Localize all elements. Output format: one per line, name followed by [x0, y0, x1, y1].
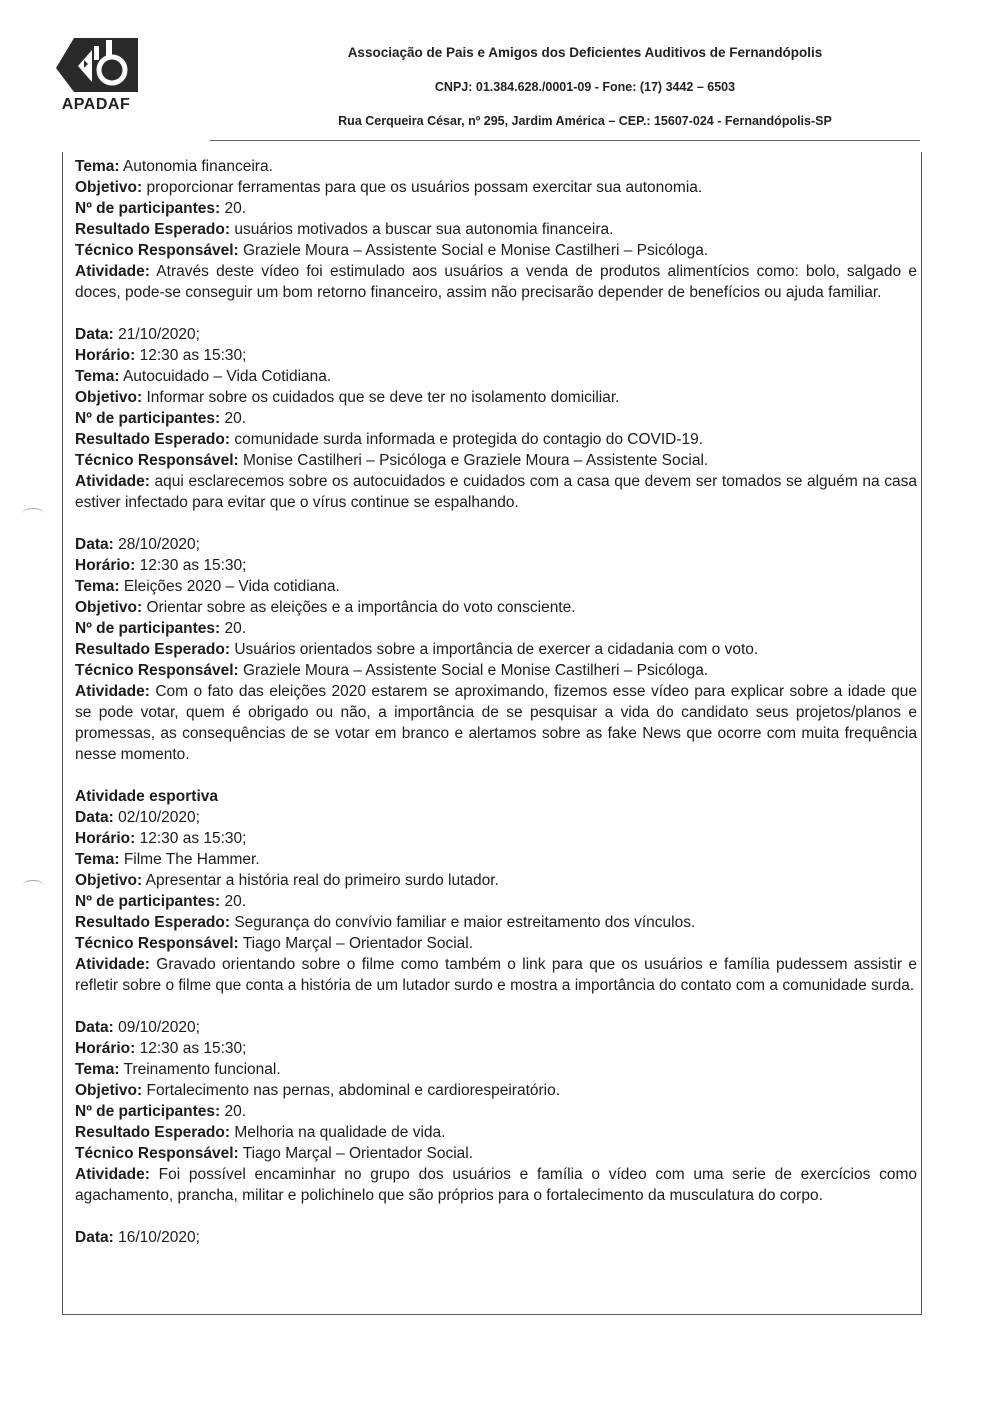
field-tecnico: Técnico Responsável: Tiago Marçal – Orientador Social.	[75, 935, 474, 952]
field-atividade: Atividade: Com o fato das eleições 2020 estarem se aproximando, fizemos esse vídeo para explicar sobre a idade que se pode votar, quem é obrigado ou não, a importância de se pesquisar a vida do candidato seus projetos/planos e promessas, as consequências de se votar em branco e alertamos sobre as fake News que ocorre com muita frequência nesse momento.	[75, 683, 917, 763]
field-tecnico: Técnico Responsável: Monise Castilheri – Psicóloga e Graziele Moura – Assistente Social.	[75, 452, 709, 469]
field-tema: Tema: Eleições 2020 – Vida cotidiana.	[75, 578, 340, 595]
activity-block-4	[75, 1017, 917, 1206]
field-tema: Tema: Treinamento funcional.	[75, 1061, 281, 1078]
field-data: Data: 02/10/2020;	[75, 809, 200, 826]
letterhead	[0, 0, 992, 150]
field-atividade: Atividade: Através deste vídeo foi estimulado aos usuários a venda de produtos alimentícios como: bolo, salgado e doces, pode-se conseguir um bom retorno financeiro, assim não precisarão depender de benefícios ou ajuda familiar.	[75, 263, 917, 301]
field-resultado: Resultado Esperado: comunidade surda informada e protegida do contagio do COVID-19.	[75, 431, 704, 448]
address: Rua Cerqueira César, nº 295, Jardim América – CEP.: 15607-024 - Fernandópolis-SP	[338, 114, 832, 128]
field-resultado: Resultado Esperado: Segurança do convívio familiar e maior estreitamento dos vínculos.	[75, 914, 696, 931]
field-horario: Horário: 12:30 as 15:30;	[75, 557, 247, 574]
activity-block-3	[75, 807, 917, 996]
field-participantes: Nº de participantes: 20.	[75, 893, 247, 910]
scan-margin-mark	[22, 508, 44, 519]
field-atividade: Atividade: aqui esclarecemos sobre os autocuidados e cuidados com a casa que devem ser tomados se alguém na casa estiver infectado para evitar que o vírus continue se espalhando.	[75, 473, 917, 511]
field-resultado: Resultado Esperado: Melhoria na qualidade de vida.	[75, 1124, 446, 1141]
activity-block-2	[75, 534, 917, 765]
field-objetivo: Objetivo: Fortalecimento nas pernas, abdominal e cardiorespeiratório.	[75, 1082, 561, 1099]
field-tema: Tema: Autocuidado – Vida Cotidiana.	[75, 368, 332, 385]
logo-text: APADAF	[61, 96, 131, 113]
organization-name: Associação de Pais e Amigos dos Deficientes Auditivos de Fernandópolis	[347, 45, 823, 60]
field-objetivo: Objetivo: Apresentar a história real do primeiro surdo lutador.	[75, 872, 499, 889]
field-tecnico: Técnico Responsável: Tiago Marçal – Orientador Social.	[75, 1145, 474, 1162]
field-data: Data: 16/10/2020;	[75, 1229, 200, 1246]
field-objetivo: Objetivo: Orientar sobre as eleições e a importância do voto consciente.	[75, 599, 576, 616]
field-data: Data: 21/10/2020;	[75, 326, 200, 343]
field-horario: Horário: 12:30 as 15:30;	[75, 830, 247, 847]
cnpj-phone: CNPJ: 01.384.628./0001-09 - Fone: (17) 3442 – 6503	[434, 80, 736, 94]
field-participantes: Nº de participantes: 20.	[75, 1103, 247, 1120]
header-divider	[210, 140, 920, 141]
field-participantes: Nº de participantes: 20.	[75, 410, 247, 427]
field-tema: Tema: Autonomia financeira.	[75, 158, 273, 175]
activity-block-1	[75, 324, 917, 513]
logo-ear-icon	[48, 30, 144, 100]
document-body	[75, 156, 917, 1248]
activity-block-intro	[75, 156, 917, 303]
section-title: Atividade esportiva	[75, 788, 218, 805]
apadaf-logo	[48, 30, 144, 116]
field-horario: Horário: 12:30 as 15:30;	[75, 347, 247, 364]
field-tecnico: Técnico Responsável: Graziele Moura – Assistente Social e Monise Castilheri – Psicóloga.	[75, 662, 709, 679]
field-atividade: Atividade: Gravado orientando sobre o filme como também o link para que os usuários e família pudessem assistir e refletir sobre o filme que conta a história de um lutador surdo e mostra a importância do contato com a comunidade surda.	[75, 956, 917, 994]
field-tecnico: Técnico Responsável: Graziele Moura – Assistente Social e Monise Castilheri – Psicóloga.	[75, 242, 709, 259]
field-tema: Tema: Filme The Hammer.	[75, 851, 260, 868]
field-horario: Horário: 12:30 as 15:30;	[75, 1040, 247, 1057]
scan-margin-mark	[22, 880, 44, 891]
activity-block-5	[75, 1227, 917, 1248]
field-resultado: Resultado Esperado: Usuários orientados sobre a importância de exercer a cidadania com o voto.	[75, 641, 759, 658]
field-atividade: Atividade: Foi possível encaminhar no grupo dos usuários e família o vídeo com uma serie de exercícios como agachamento, prancha, militar e polichinelo que são próprios para o fortalecimento da musculatura do corpo.	[75, 1166, 917, 1204]
field-participantes: Nº de participantes: 20.	[75, 620, 247, 637]
field-objetivo: Objetivo: proporcionar ferramentas para que os usuários possam exercitar sua autonomia.	[75, 179, 703, 196]
field-resultado: Resultado Esperado: usuários motivados a buscar sua autonomia financeira.	[75, 221, 614, 238]
field-data: Data: 09/10/2020;	[75, 1019, 200, 1036]
field-participantes: Nº de participantes: 20.	[75, 200, 247, 217]
field-objetivo: Objetivo: Informar sobre os cuidados que se deve ter no isolamento domiciliar.	[75, 389, 620, 406]
field-data: Data: 28/10/2020;	[75, 536, 200, 553]
